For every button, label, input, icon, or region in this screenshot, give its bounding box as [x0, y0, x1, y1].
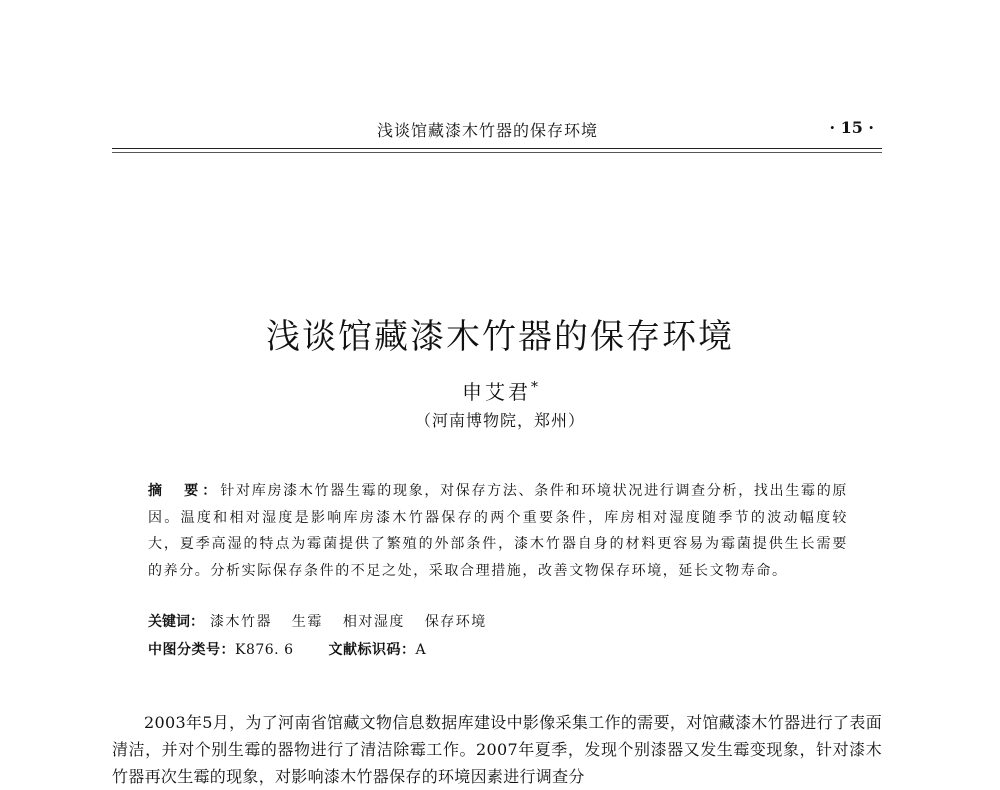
clc-label: 中图分类号： [148, 642, 235, 658]
header-rule [112, 148, 882, 149]
keyword: 保存环境 [424, 614, 487, 630]
keyword: 生霉 [291, 614, 323, 630]
keyword: 相对湿度 [342, 614, 405, 630]
author-footnote-mark: * [531, 379, 538, 396]
abstract [148, 478, 848, 584]
clc-value: K876. 6 [235, 642, 294, 658]
running-header [112, 118, 882, 148]
author-name: 申艾君 [462, 380, 531, 404]
header-rule-thin [112, 152, 882, 153]
abstract-text: 针对库房漆木竹器生霉的现象，对保存方法、条件和环境状况进行调查分析，找出生霉的原因。温度和相对湿度是影响库房漆木竹器保存的两个重要条件，库房相对湿度随季节的波动幅度较大，夏季高湿的特点为霉菌提供了繁殖的外部条件，漆木竹器自身的材料更容易为霉菌提供生长需要的养分。分析实际保存条件的不足之处，采取合理措施，改善文物保存环境，延长文物寿命。 [148, 483, 849, 579]
article-title: 浅谈馆藏漆木竹器的保存环境 [266, 316, 734, 357]
keyword: 漆木竹器 [209, 614, 272, 630]
abstract-label: 摘 要： [148, 483, 221, 499]
author [0, 376, 1000, 405]
affiliation: （河南博物院，郑州） [414, 411, 585, 430]
classification [148, 639, 848, 659]
running-title: 浅谈馆藏漆木竹器的保存环境 [377, 121, 599, 140]
doc-code-label: 文献标识码： [328, 642, 416, 658]
doc-code-value: A [415, 642, 427, 658]
keywords-label: 关键词： [148, 614, 204, 630]
keywords [148, 611, 848, 631]
body-paragraph: 2003年5月，为了河南省馆藏文物信息数据库建设中影像采集工作的需要，对馆藏漆木竹器进行了表面清洁，并对个别生霉的器物进行了清洁除霉工作。2007年夏季，发现个别漆器又发生霉变现象，针对漆木竹器再次生霉的现象，对影响漆木竹器保存的环境因素进行调查分 [112, 713, 882, 786]
page-number: · 15 · [829, 118, 874, 137]
